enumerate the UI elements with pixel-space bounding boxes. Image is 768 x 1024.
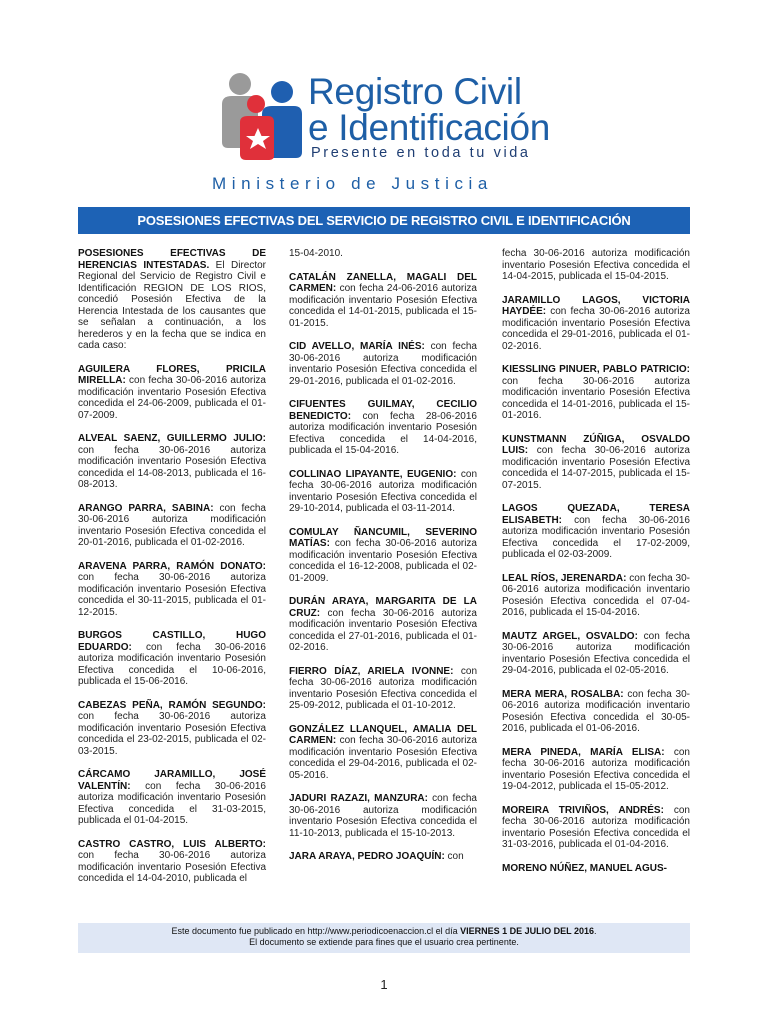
notice-entry: [502, 805, 690, 851]
notice-entry: [502, 689, 690, 735]
notice-entry: [78, 630, 266, 688]
notice-entry: [502, 295, 690, 353]
decedent-name: DURÁN ARAYA, MARGARITA DE LA CRUZ:: [289, 596, 477, 619]
decedent-name: JARA ARAYA, PEDRO JOAQUÍN:: [289, 851, 445, 862]
notice-entry: [289, 527, 477, 585]
text-column-3: [502, 248, 690, 886]
notice-text: con fecha 28-06-2016 autoriza modificación inventario Posesión Efectiva concedida el 14-04-2016, publicada el 15-04-2016.: [289, 410, 477, 456]
decedent-name: AGUILERA FLORES, PRICILA MIRELLA:: [78, 363, 266, 386]
notice-entry: [502, 747, 690, 793]
decedent-name: COMULAY ÑANCUMIL, SEVERINO MATÍAS:: [289, 526, 477, 549]
intro-text: El Director Regional del Servicio de Registro Civil e Identificación REGION DE LOS RIOS, concedió Posesión Efectiva de la Herencia Intestada de los causantes que se señalan a continuación, a los herederos y en la fecha que se indica en cada caso:: [78, 259, 266, 351]
notice-text: con fecha 30-06-2016 autoriza modificación inventario Posesión Efectiva concedida el 14-01-2016, publicada el 15-01-2016.: [502, 375, 690, 421]
decedent-name: LEAL RÍOS, JERENARDA:: [502, 572, 627, 584]
decedent-name: CABEZAS PEÑA, RAMÓN SEGUNDO:: [78, 699, 266, 711]
notice-text: con fecha 30-06-2016 autoriza modificación inventario Posesión Efectiva concedida el 25-09-2012, publicada el 01-10-2012.: [289, 665, 478, 711]
decedent-name: KIESSLING PINUER, PABLO PATRICIO:: [502, 364, 690, 375]
brand-name-line2: e Identificación: [308, 107, 551, 148]
notice-text: 15-04-2010.: [289, 248, 343, 259]
brand-name-line1: Registro Civil: [308, 71, 522, 112]
notice-entry: [78, 364, 266, 422]
notice-entry: [78, 561, 266, 619]
notice-text: con fecha 30-06-2016 autoriza modificación inventario Posesión Efectiva concedida el 31-03-2015, publicada el 01-04-2015.: [78, 780, 266, 826]
decedent-name: BURGOS CASTILLO, HUGO EDUARDO:: [78, 630, 266, 653]
notice-text: con fecha 30-06-2016 autoriza modificación inventario Posesión Efectiva concedida el 24-06-2009, publicada el 01-07-2009.: [78, 375, 266, 421]
notice-text: con fecha 30-06-2016 autoriza modificación inventario Posesión Efectiva concedida el 30-05-2016, publicada el 01-06-2016.: [502, 688, 690, 734]
registro-civil-logo-icon: [218, 70, 304, 160]
decedent-name: MOREIRA TRIVIÑOS, ANDRÉS:: [502, 804, 664, 816]
notice-text: con fecha 30-06-2016 autoriza modificación inventario Posesión Efectiva concedida el 27-01-2016, publicada el 01-02-2016.: [289, 607, 477, 653]
notice-text: con fecha 24-06-2016 autoriza modificación inventario Posesión Efectiva concedida el 14-01-2015, publicada el 15-01-2015.: [289, 283, 477, 329]
notice-entry: [502, 573, 690, 619]
notice-text: con fecha 30-06-2016 autoriza modificación inventario Posesión Efectiva concedida el 29-01-2016, publicada el 01-02-2016.: [289, 341, 477, 387]
footer-line-2: El documento se extiende para fines que el usuario crea pertinente.: [249, 937, 519, 947]
notice-entry: [289, 596, 477, 654]
decedent-name: LAGOS QUEZADA, TERESA ELISABETH:: [502, 503, 690, 526]
notice-text: con fecha 30-06-2016 autoriza modificación inventario Posesión Efectiva concedida el 11-10-2013, publicada el 15-10-2013.: [289, 793, 477, 839]
notice-text: con fecha 30-06-2016 autoriza modificación inventario Posesión Efectiva concedida el 14-07-2015, publicada el 15-07-2015.: [502, 445, 690, 491]
footer-line-1: [78, 926, 690, 937]
notice-entry: [78, 700, 266, 758]
decedent-name: CIFUENTES GUILMAY, CECILIO BENEDICTO:: [289, 399, 477, 422]
notice-text: fecha 30-06-2016 autoriza modificación inventario Posesión Efectiva concedida el 14-04-2015, publicada el 15-04-2015.: [502, 248, 690, 282]
notice-entry: [502, 434, 690, 492]
ministry-name: Ministerio de Justicia: [212, 174, 493, 193]
text-column-2: [289, 248, 477, 875]
notice-text: con fecha 30-06-2016 autoriza modificación inventario Posesión Efectiva concedida el 07-04-2016, publicada el 15-04-2016.: [502, 572, 691, 618]
decedent-name: COLLINAO LIPAYANTE, EUGENIO:: [289, 468, 457, 480]
notice-text: con fecha 30-06-2016 autoriza modificación inventario Posesión Efectiva concedida el 29-01-2016, publicada el 01-02-2016.: [502, 306, 690, 352]
notice-text: con fecha 30-06-2016 autoriza modificación inventario Posesión Efectiva concedida el 16-12-2008, publicada el 02-01-2009.: [289, 538, 477, 584]
notice-text: con fecha 30-06-2016 autoriza modificación inventario Posesión Efectiva concedida el 17-02-2009, publicada el 02-03-2009.: [502, 514, 690, 560]
notice-entry: [502, 631, 690, 677]
notice-text: con fecha 30-06-2016 autoriza modificación inventario Posesión Efectiva concedida el 20-01-2016, publicada el 01-02-2016.: [78, 502, 266, 548]
notice-entry: [78, 433, 266, 491]
notice-entry: [289, 793, 477, 839]
decedent-name: KUNSTMANN ZÚÑIGA, OSVALDO LUIS:: [502, 433, 690, 456]
publication-footer: [78, 923, 690, 953]
decedent-name: MAUTZ ARGEL, OSVALDO:: [502, 630, 638, 642]
notice-entry: [289, 399, 477, 457]
notice-entry: [289, 666, 477, 712]
notice-text: con fecha 30-06-2016 autoriza modificación inventario Posesión Efectiva concedida el 14-04-2010, publicada el: [78, 850, 266, 884]
footer-text-end: .: [594, 926, 597, 936]
intro-heading: POSESIONES EFECTIVAS DE HERENCIAS INTESTADAS.: [78, 248, 266, 271]
notice-entry: [502, 863, 690, 875]
decedent-name: CASTRO CASTRO, LUIS ALBERTO:: [78, 838, 266, 850]
notice-entry: [289, 341, 477, 387]
notice-text: con fecha 30-06-2016 autoriza modificación inventario Posesión Efectiva concedida el 30-11-2015, publicada el 01-12-2015.: [78, 572, 266, 618]
page-number: 1: [380, 977, 388, 992]
decedent-name: ALVEAL SAENZ, GUILLERMO JULIO:: [78, 433, 266, 444]
decedent-name: CATALÁN ZANELLA, MAGALI DEL CARMEN:: [289, 271, 477, 294]
brand-tagline: Presente en toda tu vida: [311, 145, 531, 161]
notice-entry: [502, 364, 690, 422]
footer-date: VIERNES 1 DE JULIO DEL 2016: [460, 926, 595, 936]
notice-entry: [78, 769, 266, 827]
notice-entry: [289, 248, 477, 260]
notice-entry: [289, 851, 477, 863]
decedent-name: GONZÁLEZ LLANQUEL, AMALIA DEL CARMEN:: [289, 723, 477, 746]
notice-text: con fecha 30-06-2016 autoriza modificación inventario Posesión Efectiva concedida el 31-03-2016, publicada el 01-04-2016.: [502, 804, 690, 850]
decedent-name: CÁRCAMO JARAMILLO, JOSÉ VALENTÍN:: [78, 769, 266, 792]
decedent-name: MERA PINEDA, MARÍA ELISA:: [502, 746, 665, 758]
notice-text: con fecha 30-06-2016 autoriza modificación inventario Posesión Efectiva concedida el 19-04-2012, publicada el 15-05-2012.: [502, 746, 690, 792]
decedent-name: FIERRO DÍAZ, ARIELA IVONNE:: [289, 665, 454, 677]
notice-text: con: [444, 851, 464, 862]
decedent-name: MORENO NÚÑEZ, MANUEL AGUS-: [502, 862, 667, 874]
footer-text: Este documento fue publicado en http://www.periodicoenaccion.cl el día: [171, 926, 461, 936]
notice-text: con fecha 30-06-2016 autoriza modificación inventario Posesión Efectiva concedida el 29-04-2016, publicada el 02-05-2016.: [502, 630, 690, 676]
decedent-name: CID AVELLO, MARÍA INÉS:: [289, 341, 425, 352]
notice-text: con fecha 30-06-2016 autoriza modificación inventario Posesión Efectiva concedida el 23-02-2015, publicada el 02-03-2015.: [78, 711, 266, 757]
intro-paragraph: [78, 248, 266, 352]
page-title: POSESIONES EFECTIVAS DEL SERVICIO DE REGISTRO CIVIL E IDENTIFICACIÓN: [78, 207, 690, 234]
decedent-name: ARANGO PARRA, SABINA:: [78, 502, 214, 514]
notice-text: con fecha 30-06-2016 autoriza modificación inventario Posesión Efectiva concedida el 14-08-2013, publicada el 16-08-2013.: [78, 444, 266, 490]
notice-entry: [502, 248, 690, 283]
decedent-name: ARAVENA PARRA, RAMÓN DONATO:: [78, 560, 266, 572]
notice-text: con fecha 30-06-2016 autoriza modificación inventario Posesión Efectiva concedida el 10-06-2016, publicada el 15-06-2016.: [78, 641, 266, 687]
notice-text: con fecha 30-06-2016 autoriza modificación inventario Posesión Efectiva concedida el 29-04-2016, publicada el 02-05-2016.: [289, 735, 477, 781]
notice-text: con fecha 30-06-2016 autoriza modificación inventario Posesión Efectiva concedida el 29-10-2014, publicada el 03-11-2014.: [289, 468, 478, 514]
notice-entry: [289, 724, 477, 782]
notice-entry: [78, 839, 266, 885]
notice-entry: [289, 469, 477, 515]
text-column-1: [78, 248, 266, 897]
notice-entry: [78, 503, 266, 549]
decedent-name: MERA MERA, ROSALBA:: [502, 688, 624, 700]
decedent-name: JARAMILLO LAGOS, VICTORIA HAYDÉE:: [502, 294, 690, 317]
notice-entry: [502, 503, 690, 561]
notice-entry: [289, 272, 477, 330]
document-header: [0, 0, 768, 200]
decedent-name: JADURI RAZAZI, MANZURA:: [289, 793, 428, 804]
